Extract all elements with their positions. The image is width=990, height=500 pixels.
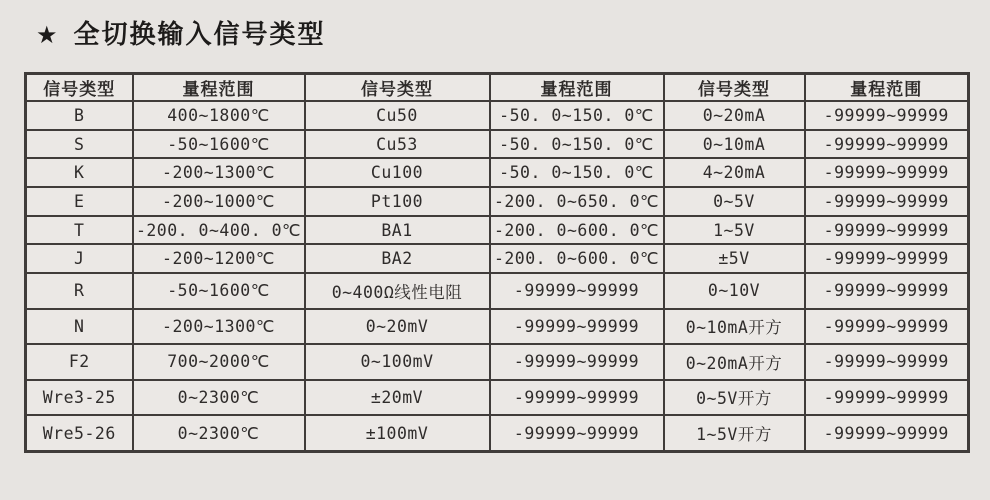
table-cell: R [26, 273, 133, 309]
column-header: 信号类型 [664, 74, 805, 102]
table-cell: 0~5V [664, 187, 805, 216]
table-header-row [26, 74, 969, 102]
table-cell: -99999~99999 [805, 415, 969, 451]
table-cell: N [26, 309, 133, 345]
table-cell: -200~1200℃ [133, 244, 305, 273]
table-cell: E [26, 187, 133, 216]
table-cell: F2 [26, 344, 133, 380]
table-cell: ±5V [664, 244, 805, 273]
column-header: 量程范围 [805, 74, 969, 102]
table-cell: S [26, 130, 133, 159]
table-cell: ±100mV [305, 415, 490, 451]
table-row [26, 130, 969, 159]
table-cell: -200. 0~400. 0℃ [133, 216, 305, 245]
table-cell: Wre3-25 [26, 380, 133, 416]
table-cell: -99999~99999 [805, 344, 969, 380]
table-row [26, 216, 969, 245]
table-cell: 0~400Ω线性电阻 [305, 273, 490, 309]
table-cell: Cu53 [305, 130, 490, 159]
table-cell: -200~1000℃ [133, 187, 305, 216]
table-cell: -99999~99999 [805, 158, 969, 187]
table-cell: -99999~99999 [805, 244, 969, 273]
table-cell: Pt100 [305, 187, 490, 216]
table-cell: -50~1600℃ [133, 130, 305, 159]
table-cell: 0~2300℃ [133, 415, 305, 451]
table-cell: BA2 [305, 244, 490, 273]
table-row [26, 344, 969, 380]
table-body [26, 101, 969, 452]
star-icon: ★ [36, 21, 60, 49]
table-cell: T [26, 216, 133, 245]
table-cell: -99999~99999 [805, 273, 969, 309]
table-row [26, 187, 969, 216]
table-cell: 0~10V [664, 273, 805, 309]
table-row [26, 244, 969, 273]
table-cell: 4~20mA [664, 158, 805, 187]
table-cell: -50. 0~150. 0℃ [490, 101, 664, 130]
table-cell: -200. 0~600. 0℃ [490, 216, 664, 245]
table-cell: 0~10mA开方 [664, 309, 805, 345]
table-cell: -200. 0~600. 0℃ [490, 244, 664, 273]
page-title-text: 全切换输入信号类型 [73, 20, 326, 50]
table-cell: -99999~99999 [490, 309, 664, 345]
table-cell: -99999~99999 [805, 380, 969, 416]
table-cell: 0~20mV [305, 309, 490, 345]
table-cell: -50. 0~150. 0℃ [490, 130, 664, 159]
table-cell: -99999~99999 [805, 130, 969, 159]
table-cell: 0~100mV [305, 344, 490, 380]
table-cell: -99999~99999 [490, 380, 664, 416]
table-cell: -99999~99999 [805, 101, 969, 130]
column-header: 信号类型 [305, 74, 490, 102]
table-cell: -50~1600℃ [133, 273, 305, 309]
table-row [26, 380, 969, 416]
table-cell: Cu50 [305, 101, 490, 130]
table-cell: -99999~99999 [490, 344, 664, 380]
table-row [26, 101, 969, 130]
table-cell: Wre5-26 [26, 415, 133, 451]
table-cell: 0~5V开方 [664, 380, 805, 416]
table-cell: -99999~99999 [805, 216, 969, 245]
column-header: 量程范围 [133, 74, 305, 102]
table-cell: Cu100 [305, 158, 490, 187]
table-cell: 0~2300℃ [133, 380, 305, 416]
table-cell: 0~20mA [664, 101, 805, 130]
table-cell: 0~10mA [664, 130, 805, 159]
table-cell: -200~1300℃ [133, 309, 305, 345]
table-cell: -200. 0~650. 0℃ [490, 187, 664, 216]
header-row [26, 74, 969, 102]
table-cell: J [26, 244, 133, 273]
table-cell: -99999~99999 [490, 415, 664, 451]
table-cell: -99999~99999 [805, 309, 969, 345]
table-cell: K [26, 158, 133, 187]
table-cell: B [26, 101, 133, 130]
table-cell: -200~1300℃ [133, 158, 305, 187]
table-row [26, 158, 969, 187]
table-cell: -50. 0~150. 0℃ [490, 158, 664, 187]
table-cell: 400~1800℃ [133, 101, 305, 130]
table-cell: 0~20mA开方 [664, 344, 805, 380]
column-header: 信号类型 [26, 74, 133, 102]
table-cell: 1~5V [664, 216, 805, 245]
table-cell: -99999~99999 [805, 187, 969, 216]
table-cell: 1~5V开方 [664, 415, 805, 451]
table-row [26, 309, 969, 345]
table-cell: ±20mV [305, 380, 490, 416]
column-header: 量程范围 [490, 74, 664, 102]
signal-type-table [24, 72, 970, 453]
table-row [26, 415, 969, 451]
table-row [26, 273, 969, 309]
table-cell: 700~2000℃ [133, 344, 305, 380]
page-title [36, 14, 326, 51]
table-cell: -99999~99999 [490, 273, 664, 309]
table-cell: BA1 [305, 216, 490, 245]
